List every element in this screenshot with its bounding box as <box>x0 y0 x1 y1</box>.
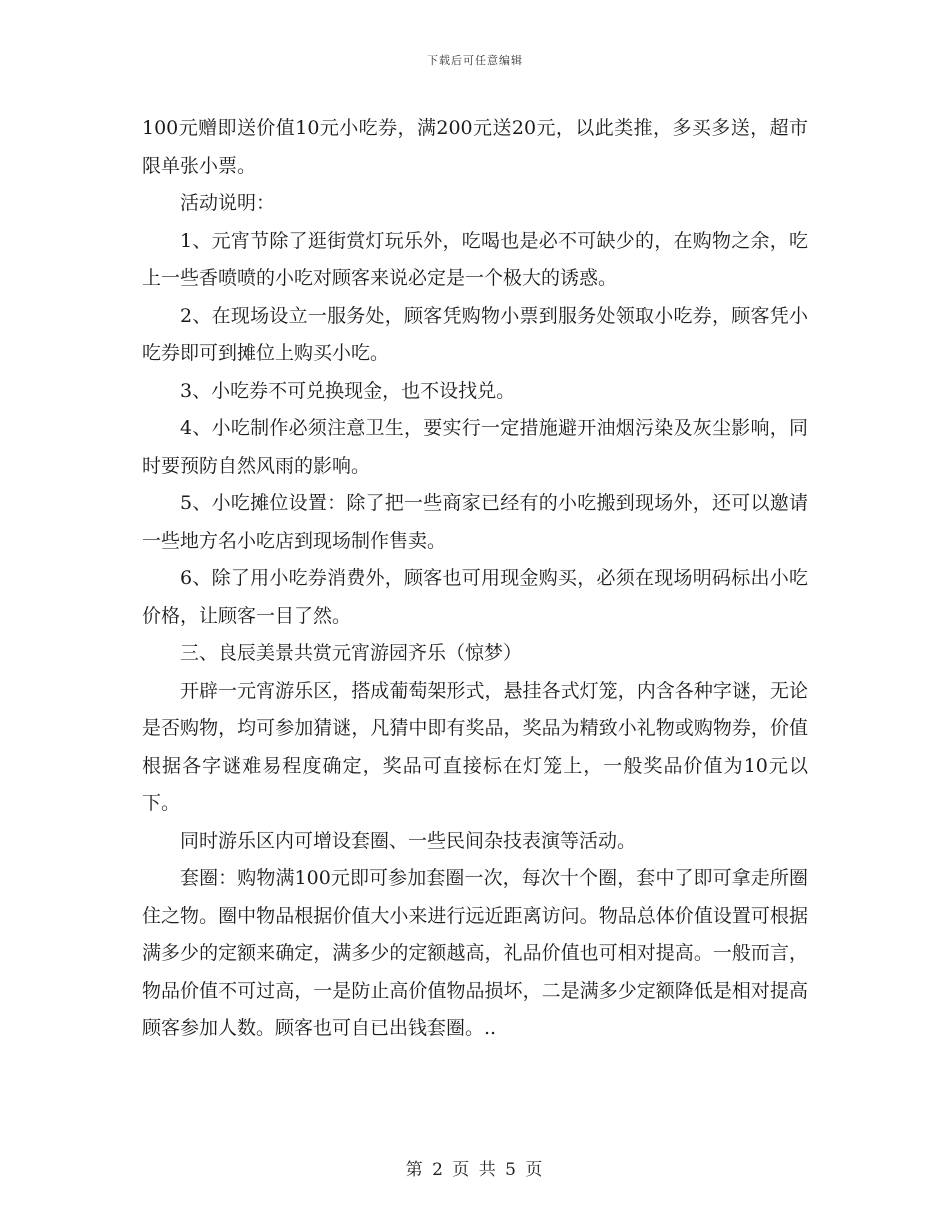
paragraph-12: 套圈：购物满100元即可参加套圈一次，每次十个圈，套中了即可拿走所圈住之物。圈中物品根据价值大小来进行远近距离访问。物品总体价值设置可根据满多少的定额来确定，满多少的定额越高，礼品价值也可相对提高。一般而言，物品价值不可过高，一是防止高价值物品损坏，二是满多少定额降低是相对提高顾客参加人数。顾客也可自已出钱套圈。.. <box>142 867 808 1039</box>
paragraph-8: 6、除了用小吃券消费外，顾客也可用现金购买，必须在现场明码标出小吃价格，让顾客一目了然。 <box>142 567 808 627</box>
document-body <box>142 110 808 1048</box>
section-heading: 三、良辰美景共赏元宵游园齐乐（惊梦） <box>180 642 523 664</box>
paragraph-4: 2、在现场设立一服务处，顾客凭购物小票到服务处领取小吃券，顾客凭小吃券即可到摊位上购买小吃。 <box>142 304 808 364</box>
paragraph-5: 3、小吃券不可兑换现金，也不设找兑。 <box>180 379 516 402</box>
paragraph-7: 5、小吃摊位设置：除了把一些商家已经有的小吃搬到现场外，还可以邀请一些地方名小吃店到现场制作售卖。 <box>142 492 808 552</box>
page-header: 下载后可任意编辑 <box>427 54 523 67</box>
paragraph-1: 100元赠即送价值10元小吃券，满200元送20元，以此类推，多买多送，超市限单张小票。 <box>142 117 808 177</box>
paragraph-2: 活动说明： <box>180 192 276 214</box>
page-footer: 第 2 页 共 5 页 <box>405 1160 545 1180</box>
paragraph-6: 4、小吃制作必须注意卫生，要实行一定措施避开油烟污染及灰尘影响，同时要预防自然风雨的影响。 <box>142 417 808 477</box>
paragraph-11: 同时游乐区内可增设套圈、一些民间杂技表演等活动。 <box>180 829 637 852</box>
paragraph-10: 开辟一元宵游乐区，搭成葡萄架形式，悬挂各式灯笼，内含各种字谜，无论是否购物，均可参加猜谜，凡猜中即有奖品，奖品为精致小礼物或购物券，价值根据各字谜难易程度确定，奖品可直接标在灯笼上，一般奖品价值为10元以下。 <box>142 679 808 814</box>
paragraph-3: 1、元宵节除了逛街赏灯玩乐外，吃喝也是必不可缺少的，在购物之余，吃上一些香喷喷的小吃对顾客来说必定是一个极大的诱惑。 <box>142 229 808 289</box>
